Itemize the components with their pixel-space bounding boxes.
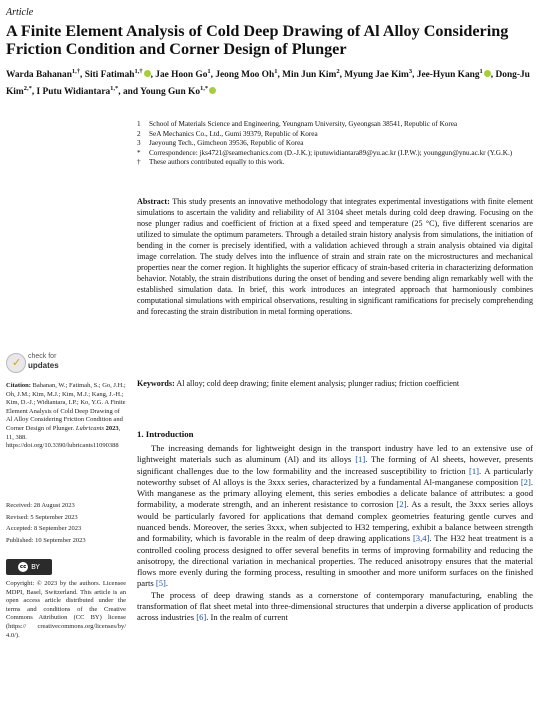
keywords	[137, 378, 533, 389]
orcid-icon[interactable]	[484, 70, 491, 77]
date-accepted: Accepted: 8 September 2023	[6, 525, 82, 533]
author-affiliation-marker: 1,†	[71, 68, 81, 75]
dates-block	[6, 500, 126, 546]
abstract	[137, 196, 533, 318]
cc-by-license-badge[interactable]	[6, 559, 52, 575]
section-heading: 1. Introduction	[137, 429, 194, 439]
affiliation-marker: 3	[137, 139, 141, 148]
check-for-updates-badge[interactable]	[6, 351, 86, 377]
copyright-notice: Copyright: © 2023 by the authors. Licensee MDPI, Basel, Switzerland. This article is an open access article distributed under the terms and conditions of the Creative Commons Attribution (CC BY) license (https:// creativecommons.org/licenses/by/ 4.0/).	[6, 580, 126, 639]
author-affiliation-marker: 3	[408, 68, 413, 75]
citation-rest[interactable]: , 11, 388. https://doi.org/10.3390/lubricants11090388	[6, 424, 121, 450]
affiliation-row	[137, 130, 537, 140]
orcid-icon[interactable]	[144, 70, 151, 77]
abstract-label: Abstract:	[137, 197, 170, 206]
affiliation-text: These authors contributed equally to this work.	[149, 158, 285, 167]
paper-title: A Finite Element Analysis of Cold Deep Drawing of Al Alloy Considering Friction Condition and Corner Design of Plunger	[6, 22, 509, 58]
affiliation-text: School of Materials Science and Engineering, Yeungnam University, Gyeongsan 38541, Republic of Korea	[149, 120, 458, 128]
author-affiliation-marker: 1	[207, 68, 211, 75]
reference-link[interactable]: [1]	[355, 454, 366, 465]
affiliation-row	[137, 139, 537, 149]
check-updates-icon: ✓	[6, 353, 26, 373]
author-list: Warda Bahanan$^{1,\dagger}$, Siti Fatimah$^{1,\dagger}$ , Jae Hoon Go$^1$, Jeong Moo Oh$^1$, Min Jun Kim$^2$, Myung Jae Kim$^3$, Jee-Hyun Kang$^1$ , Dong-Ju Kim$^{2,*}$, I Putu Widiantara$^{1,*}$, and Young Gun $Ko^{1,*}$	[6, 68, 530, 98]
affiliation-marker: *	[137, 148, 141, 157]
orcid-icon[interactable]	[209, 87, 216, 94]
affiliation-row	[137, 149, 537, 159]
date-published: Published: 10 September 2023	[6, 536, 86, 544]
license-badge-text: BY	[31, 563, 40, 571]
author-name: Min Jun Kim	[282, 70, 337, 81]
check-updates-line1: check for	[28, 353, 57, 360]
paragraph-2: The process of deep drawing stands as a cornerstone of contemporary manufacturing, enabling the transformation of flat sheet metal into three-dimensional structures that underpin a diverse application of products across industries [6]. In the realm of current	[137, 589, 533, 623]
author-affiliation-marker: 1,†	[134, 68, 143, 75]
author-name: Jeong Moo Oh	[215, 70, 275, 81]
affiliation-marker: †	[137, 158, 141, 167]
cc-icon: cc	[19, 564, 27, 570]
author-name: Warda Bahanan	[6, 70, 72, 81]
author-affiliation-marker: 1	[479, 68, 483, 75]
affiliation-row	[137, 120, 537, 130]
author-affiliation-marker: 2	[336, 68, 340, 75]
author-name: Siti Fatimah	[84, 70, 135, 81]
reference-link[interactable]: [6]	[196, 612, 207, 623]
citation-journal: Lubricants	[75, 424, 105, 432]
abstract-text: This study presents an innovative methodology that integrates experimental investigations with finite element simulations to ascertain the validity and reliability of Al 3104 sheet metals during cold deep drawing. Focusing on the nose plunger radius and coefficient of friction at a fixed speed and temperature (25 °C), five different scenarios are utilized to simulate the optimum parameters. Through a detailed strain history analysis from simulations, the initiation of bending in the corner is precisely identified, with a validation achieved through a strain analysis obtained via digital image correlation. The study delves into the influence of strain and strain rate on the microstructures and mechanical properties near the corner region. It highlights the superior efficacy of strain-based criteria in characterizing deformation behavior. Notably, the strain distributions during the onset of bending and severe bending align remarkably well with the established simulation data. In brief, this work introduces an integrated approach that harmoniously combines computational simulations with empirical observations, resulting in significant ramifications for precisely comprehending and forecasting the strain distribution in metal forming operations.	[137, 197, 533, 317]
keywords-text: Al alloy; cold deep drawing; finite element analysis; plunger radius; friction coefficient	[176, 379, 460, 388]
affiliation-text: Jaeyoung Tech., Gimcheon 39536, Republic of Korea	[149, 139, 304, 148]
author-name: Jae Hoon Go	[155, 70, 208, 81]
affiliation-text: Correspondence: jks4721@seamechanics.com (D.-J.K.); iputuwidiantara89@yu.ac.kr (I.P.W.); younggun@ynu.ac.kr (Y.G.K.)	[149, 148, 513, 157]
author-name: Myung Jae Kim	[344, 70, 409, 81]
author-name: and Young Gun Ko	[122, 87, 201, 98]
author-name: Jee-Hyun Kang	[416, 70, 480, 81]
reference-link[interactable]: [2]	[520, 476, 531, 487]
affiliations	[137, 120, 537, 168]
affiliation-row	[137, 158, 537, 168]
author-affiliation-marker: 1,*	[200, 85, 209, 93]
introduction-body	[137, 443, 533, 624]
reference-link[interactable]: [2]	[396, 499, 407, 510]
affiliation-text: SeA Mechanics Co., Ltd., Gumi 39379, Republic of Korea	[149, 129, 318, 138]
keywords-label: Keywords:	[137, 379, 175, 388]
citation-year: 2023	[105, 424, 119, 432]
author-affiliation-marker: 1,*	[110, 85, 119, 93]
date-received: Received: 28 August 2023	[6, 502, 75, 509]
citation-block	[6, 382, 126, 451]
affiliation-marker: 2	[137, 129, 141, 138]
author-affiliation-marker: 1	[274, 68, 278, 75]
author-affiliation-marker: 2,*	[23, 85, 32, 93]
check-updates-line2: updates	[28, 361, 59, 370]
citation-text: Bahanan, W.; Fatimah, S.; Go, J.H.; Oh, J.M.; Kim, M.J.; Kim, M.J.; Kang, J.-H.; Kim, D.-J.; Widiantara, I.P.; Ko, Y.G. A Finite Element Analysis of Cold Deep Drawing of Al Alloy Considering Friction Condition and Corner Design of Plunger.	[6, 382, 126, 432]
date-revised: Revised: 5 September 2023	[6, 513, 78, 521]
author-name: Dong-Ju Kim	[6, 70, 530, 98]
paragraph-1: The increasing demands for lightweight design in the transport industry have led to an extensive use of lightweight materials such as aluminum (Al) and its alloys [1]. The forming of Al sheets, however, presents significant challenges due to the low formability and the increased susceptibility to friction [1]. A particularly noteworthy subset of Al alloys is the 3xxx series, characterized by a fundamental Al-manganese composition [2]. With manganese as the primary alloying element, this series embodies a delicate balance of attributes: a good formability, a moderate strength, and an inherent resistance to corrosion [2]. As a result, the 3xxx series alloys would be particularly favored for applications that demand complex geometries featuring gentle curves and nuanced bends. Moreover, the series 3xxx, when subjected to H32 tempering, exhibit a balance between strength and formability, which is favorable in the realm of deep drawing applications [3,4]. The H32 heat treatment is a controlled cooling process designed to offer several benefits in terms of improving formability and reducing the anisotropy, the directional variation in mechanical properties. The reduced anisotropy ensures that the material flows more evenly during the forming process, resulting in smoother and more uniform surfaces on the finished parts [5].	[137, 443, 534, 589]
reference-link[interactable]: [1]	[469, 465, 480, 476]
article-type: Article	[6, 7, 34, 18]
affiliation-marker: 1	[137, 120, 141, 128]
author-name: I Putu Widiantara	[36, 87, 111, 98]
reference-link[interactable]: [5]	[155, 578, 166, 589]
reference-link[interactable]: [3,4]	[412, 533, 430, 544]
citation-label: Citation:	[6, 382, 31, 389]
